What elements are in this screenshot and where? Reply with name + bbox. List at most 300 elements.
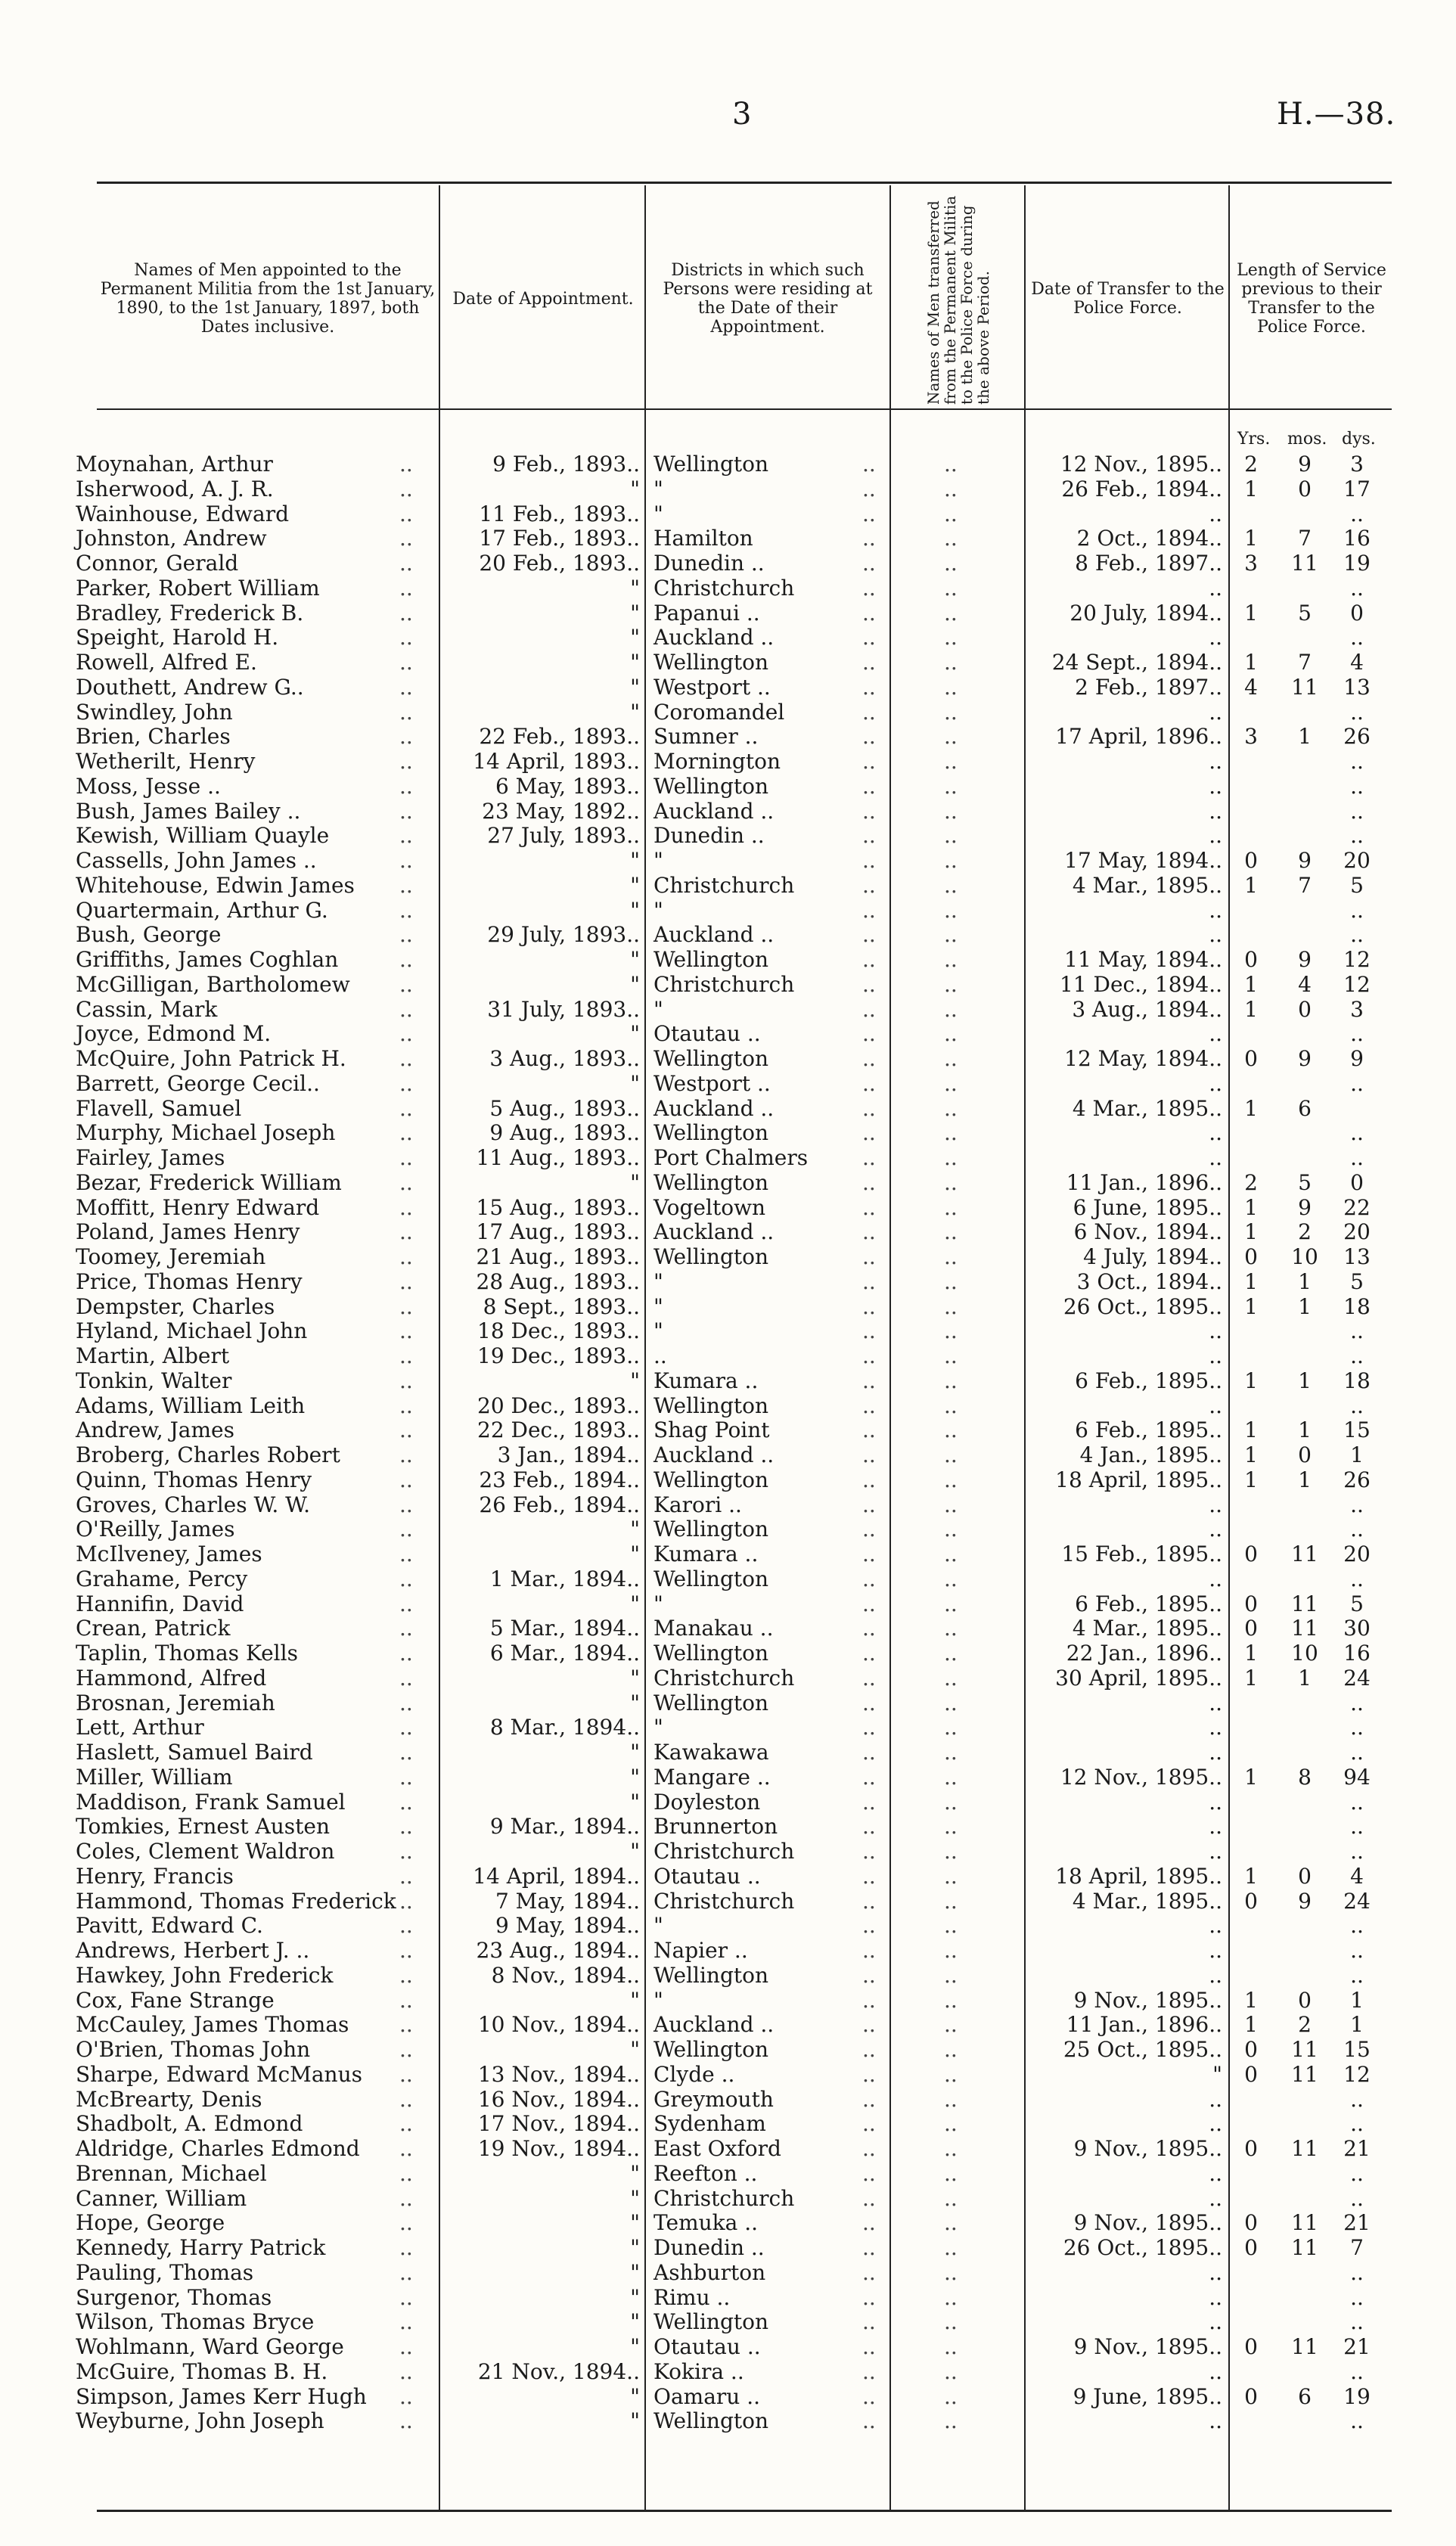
- man-name: Andrew, James: [76, 1417, 234, 1443]
- man-name: Connor, Gerald: [76, 551, 239, 576]
- leader-dots: ..: [862, 2259, 876, 2285]
- district: Sydenham: [653, 2111, 766, 2137]
- service-days: ..: [1350, 699, 1364, 725]
- man-name: Cassells, John James ..: [76, 848, 317, 873]
- leader-dots: ..: [399, 625, 413, 650]
- service-years: 0: [1244, 1616, 1258, 1641]
- leader-dots: ..: [399, 2259, 413, 2285]
- service-days: ..: [1350, 1517, 1364, 1542]
- service-years: 0: [1244, 1046, 1258, 1071]
- man-name: Poland, James Henry: [76, 1219, 300, 1245]
- leader-dots: ..: [862, 1839, 876, 1864]
- service-days: 22: [1343, 1194, 1371, 1220]
- leader-dots: ..: [862, 2012, 876, 2038]
- appointment-date: 6 Mar., 1894..: [489, 1641, 640, 1666]
- transfer-date: ..: [1209, 773, 1222, 799]
- appointment-date: 11 Feb., 1893..: [479, 501, 640, 526]
- district: Wellington: [653, 947, 769, 972]
- appointment-date: 20 Feb., 1893..: [479, 551, 640, 576]
- service-months: 11: [1291, 2210, 1318, 2236]
- appointment-date: ": [630, 971, 640, 997]
- district: Karori ..: [653, 1492, 742, 1517]
- appointment-date: ": [630, 1665, 640, 1691]
- table-row: [0, 650, 1456, 675]
- man-name: Murphy, Michael Joseph: [76, 1120, 336, 1146]
- service-days: 20: [1343, 1542, 1371, 1566]
- table-row: [0, 1790, 1456, 1815]
- district: Wellington: [653, 1962, 769, 1988]
- leader-dots: ..: [399, 1962, 413, 1988]
- transfer-date: 3 Oct., 1894..: [1076, 1268, 1222, 1294]
- appointment-date: 28 Aug., 1893..: [476, 1268, 640, 1294]
- service-months: 9: [1298, 947, 1312, 972]
- leader-dots: ..: [862, 1542, 876, 1566]
- appointment-date: 21 Aug., 1893..: [476, 1244, 640, 1269]
- table-row: [0, 502, 1456, 527]
- leader-dots: ..: [944, 476, 958, 501]
- service-years: 1: [1244, 1987, 1258, 2013]
- leader-dots: ..: [399, 749, 413, 774]
- district: Temuka ..: [653, 2210, 759, 2236]
- service-days: 3: [1350, 452, 1364, 477]
- district: Wellington: [653, 773, 769, 799]
- service-days: ..: [1350, 2259, 1364, 2285]
- service-days: ..: [1350, 1021, 1364, 1047]
- appointment-date: 23 Feb., 1894..: [479, 1467, 640, 1492]
- service-days: ..: [1350, 625, 1364, 650]
- district: Mornington: [653, 749, 781, 774]
- leader-dots: ..: [862, 1293, 876, 1319]
- table-row: [0, 1369, 1456, 1394]
- service-years: 4: [1244, 674, 1258, 700]
- district: Auckland ..: [653, 1219, 775, 1245]
- leader-dots: ..: [399, 674, 413, 700]
- man-name: Quartermain, Arthur G.: [76, 897, 328, 923]
- appointment-date: 9 May, 1894..: [495, 1913, 640, 1939]
- appointment-date: 29 July, 1893..: [487, 922, 640, 948]
- leader-dots: ..: [862, 1987, 876, 2013]
- leader-dots: ..: [944, 2012, 958, 2038]
- appointment-date: 19 Dec., 1893..: [477, 1343, 640, 1368]
- header-service-length: Length of Service previous to their Transfer to the Police Force.: [1237, 261, 1386, 337]
- service-years: 1: [1244, 1194, 1258, 1220]
- leader-dots: ..: [399, 947, 413, 972]
- leader-dots: ..: [862, 1863, 876, 1889]
- man-name: Brosnan, Jeremiah: [76, 1690, 275, 1715]
- table-row: [0, 899, 1456, 924]
- appointment-date: 3 Aug., 1893..: [489, 1046, 640, 1071]
- years-label: Yrs.: [1237, 430, 1271, 449]
- transfer-date: ..: [1209, 1962, 1222, 1988]
- transfer-date: ..: [1209, 1492, 1222, 1517]
- appointment-date: 21 Nov., 1894..: [477, 2358, 640, 2384]
- district: Christchurch: [653, 1888, 795, 1914]
- service-days: 12: [1343, 971, 1371, 997]
- appointment-date: ": [630, 2408, 640, 2434]
- header-transferred-text: Names of Men transferred from the Permanent Militia to the Police Force during the above Period.: [924, 195, 992, 405]
- service-years: 1: [1244, 1095, 1258, 1121]
- service-days: ..: [1350, 773, 1364, 799]
- leader-dots: ..: [944, 600, 958, 626]
- transfer-date: ..: [1209, 575, 1222, 601]
- leader-dots: ..: [862, 1368, 876, 1393]
- service-months: 11: [1291, 2136, 1318, 2161]
- leader-dots: ..: [399, 1913, 413, 1939]
- man-name: Wetherilt, Henry: [76, 749, 256, 774]
- service-months: 6: [1298, 2383, 1312, 2409]
- service-days: ..: [1350, 2284, 1364, 2310]
- service-years: 0: [1244, 2334, 1258, 2359]
- district: ": [653, 1913, 663, 1939]
- leader-dots: ..: [862, 674, 876, 700]
- service-years: 3: [1244, 551, 1258, 576]
- table-row: [0, 1344, 1456, 1369]
- district: ": [653, 501, 663, 526]
- district: Dunedin ..: [653, 823, 765, 849]
- district: Vogeltown: [653, 1194, 766, 1220]
- man-name: McGuire, Thomas B. H.: [76, 2358, 328, 2384]
- table-row: [0, 998, 1456, 1023]
- table-row: [0, 1691, 1456, 1716]
- leader-dots: ..: [399, 848, 413, 873]
- leader-dots: ..: [862, 1046, 876, 1071]
- service-months: 0: [1298, 476, 1312, 501]
- service-days: 13: [1343, 674, 1371, 700]
- service-years: 0: [1244, 848, 1258, 873]
- district: Auckland ..: [653, 2012, 775, 2038]
- man-name: Broberg, Charles Robert: [76, 1442, 340, 1467]
- leader-dots: ..: [944, 2136, 958, 2161]
- leader-dots: ..: [399, 2284, 413, 2310]
- leader-dots: ..: [399, 971, 413, 997]
- leader-dots: ..: [399, 897, 413, 923]
- man-name: Pauling, Thomas: [76, 2259, 254, 2285]
- service-days: ..: [1350, 1393, 1364, 1418]
- man-name: Simpson, James Kerr Hugh: [76, 2383, 367, 2409]
- district: Wellington: [653, 2037, 769, 2062]
- table-row: [0, 1245, 1456, 1270]
- leader-dots: ..: [862, 1095, 876, 1121]
- man-name: Wohlmann, Ward George: [76, 2334, 344, 2359]
- service-years: 1: [1244, 1417, 1258, 1443]
- table-row: [0, 1196, 1456, 1221]
- man-name: Pavitt, Edward C.: [76, 1913, 263, 1939]
- man-name: Tomkies, Ernest Austen: [76, 1814, 330, 1840]
- service-days: 1: [1350, 2012, 1364, 2038]
- leader-dots: ..: [862, 1169, 876, 1195]
- leader-dots: ..: [399, 1219, 413, 1245]
- service-days: 26: [1343, 1467, 1371, 1492]
- table-row: [0, 1022, 1456, 1047]
- appointment-date: ": [630, 2210, 640, 2236]
- leader-dots: ..: [399, 1046, 413, 1071]
- transfer-date: 9 Nov., 1895..: [1073, 2334, 1222, 2359]
- leader-dots: ..: [862, 2358, 876, 2384]
- header-names: Names of Men appointed to the Permanent Militia from the 1st January, 1890, to the 1st January, 1897, both Dates inclusive.: [100, 261, 436, 337]
- transfer-date: ..: [1209, 2111, 1222, 2137]
- transfer-date: 4 Jan., 1895..: [1079, 1442, 1222, 1467]
- leader-dots: ..: [944, 1169, 958, 1195]
- appointment-date: 8 Sept., 1893..: [483, 1293, 640, 1319]
- service-days: 20: [1343, 1219, 1371, 1245]
- service-months: 1: [1298, 724, 1312, 750]
- transfer-date: ..: [1209, 798, 1222, 824]
- service-days: ..: [1350, 1913, 1364, 1939]
- service-months: 7: [1298, 526, 1312, 551]
- transfer-date: ..: [1209, 1145, 1222, 1170]
- appointment-date: ": [630, 699, 640, 725]
- transfer-date: 25 Oct., 1895..: [1063, 2037, 1222, 2062]
- leader-dots: ..: [862, 2037, 876, 2062]
- leader-dots: ..: [944, 1219, 958, 1245]
- leader-dots: ..: [862, 1740, 876, 1765]
- man-name: Cassin, Mark: [76, 996, 218, 1022]
- service-months: 4: [1298, 971, 1312, 997]
- table-row: [0, 1146, 1456, 1171]
- man-name: Dempster, Charles: [76, 1293, 275, 1319]
- appointment-date: ": [630, 2309, 640, 2335]
- table-row: [0, 849, 1456, 874]
- table-row: [0, 775, 1456, 800]
- leader-dots: ..: [399, 798, 413, 824]
- man-name: McBrearty, Denis: [76, 2086, 262, 2112]
- transfer-date: 2 Feb., 1897..: [1075, 674, 1222, 700]
- leader-dots: ..: [862, 1492, 876, 1517]
- district: Christchurch: [653, 1665, 795, 1691]
- table-row: [0, 973, 1456, 998]
- table-row: [0, 1815, 1456, 1840]
- service-days: 1: [1350, 1442, 1364, 1467]
- leader-dots: ..: [944, 2185, 958, 2211]
- table-row: [0, 1914, 1456, 1939]
- appointment-date: ": [630, 1740, 640, 1765]
- appointment-date: ": [630, 848, 640, 873]
- leader-dots: ..: [399, 501, 413, 526]
- leader-dots: ..: [399, 1863, 413, 1889]
- service-days: 5: [1350, 1268, 1364, 1294]
- district: Westport ..: [653, 1070, 771, 1096]
- service-months: 11: [1291, 674, 1318, 700]
- table-row: [0, 1964, 1456, 1989]
- service-months: 7: [1298, 872, 1312, 898]
- leader-dots: ..: [862, 2334, 876, 2359]
- leader-dots: ..: [399, 2309, 413, 2335]
- service-years: 1: [1244, 1268, 1258, 1294]
- district: ": [653, 848, 663, 873]
- leader-dots: ..: [944, 1641, 958, 1666]
- transfer-date: 11 Dec., 1894..: [1060, 971, 1222, 997]
- transfer-date: 6 Feb., 1895..: [1075, 1417, 1222, 1443]
- transfer-date: ..: [1209, 1715, 1222, 1740]
- leader-dots: ..: [862, 823, 876, 849]
- table-row: [0, 626, 1456, 650]
- district: Napier ..: [653, 1938, 748, 1963]
- leader-dots: ..: [399, 1492, 413, 1517]
- man-name: Bezar, Frederick William: [76, 1169, 342, 1195]
- leader-dots: ..: [862, 1616, 876, 1641]
- service-years: 1: [1244, 971, 1258, 997]
- transfer-date: 26 Feb., 1894..: [1061, 476, 1222, 501]
- leader-dots: ..: [862, 575, 876, 601]
- appointment-date: 22 Feb., 1893..: [479, 724, 640, 750]
- district: Christchurch: [653, 575, 795, 601]
- appointment-date: 22 Dec., 1893..: [477, 1417, 640, 1443]
- table-row: [0, 2360, 1456, 2385]
- transfer-date: ": [1212, 2061, 1222, 2087]
- service-days: 7: [1350, 2235, 1364, 2260]
- man-name: Flavell, Samuel: [76, 1095, 242, 1121]
- transfer-date: 4 Mar., 1895..: [1072, 872, 1222, 898]
- leader-dots: ..: [862, 1070, 876, 1096]
- appointment-date: ": [630, 1591, 640, 1616]
- appointment-date: 5 Aug., 1893..: [489, 1095, 640, 1121]
- leader-dots: ..: [944, 1789, 958, 1815]
- man-name: Toomey, Jeremiah: [76, 1244, 266, 1269]
- appointment-date: 8 Nov., 1894..: [491, 1962, 640, 1988]
- service-days: ..: [1350, 1839, 1364, 1864]
- appointment-date: 8 Mar., 1894..: [489, 1715, 640, 1740]
- leader-dots: ..: [399, 699, 413, 725]
- leader-dots: ..: [399, 1145, 413, 1170]
- leader-dots: ..: [862, 897, 876, 923]
- transfer-date: 24 Sept., 1894..: [1051, 650, 1222, 675]
- service-years: 0: [1244, 2037, 1258, 2062]
- transfer-date: 9 Nov., 1895..: [1073, 2136, 1222, 2161]
- table-row: [0, 2211, 1456, 2236]
- transfer-date: 18 April, 1895..: [1055, 1467, 1222, 1492]
- man-name: Price, Thomas Henry: [76, 1268, 303, 1294]
- leader-dots: ..: [862, 1715, 876, 1740]
- table-row: [0, 2286, 1456, 2311]
- leader-dots: ..: [944, 971, 958, 997]
- service-days: ..: [1350, 2086, 1364, 2112]
- leader-dots: ..: [944, 526, 958, 551]
- service-days: ..: [1350, 2358, 1364, 2384]
- leader-dots: ..: [399, 1021, 413, 1047]
- leader-dots: ..: [862, 650, 876, 675]
- district: Christchurch: [653, 1839, 795, 1864]
- man-name: Coles, Clement Waldron: [76, 1839, 335, 1864]
- service-days: 5: [1350, 872, 1364, 898]
- service-years: 0: [1244, 947, 1258, 972]
- table-row: [0, 601, 1456, 626]
- transfer-date: 26 Oct., 1895..: [1063, 1293, 1222, 1319]
- service-days: 13: [1343, 1244, 1371, 1269]
- leader-dots: ..: [944, 1764, 958, 1790]
- leader-dots: ..: [399, 1888, 413, 1914]
- service-years: 1: [1244, 872, 1258, 898]
- service-months: 1: [1298, 1268, 1312, 1294]
- leader-dots: ..: [399, 2086, 413, 2112]
- district: Auckland ..: [653, 625, 775, 650]
- service-months: 5: [1298, 1169, 1312, 1195]
- leader-dots: ..: [944, 996, 958, 1022]
- man-name: Griffiths, James Coghlan: [76, 947, 339, 972]
- leader-dots: ..: [944, 1913, 958, 1939]
- leader-dots: ..: [862, 1566, 876, 1591]
- leader-dots: ..: [944, 1070, 958, 1096]
- header-transfer-date: Date of Transfer to the Police Force.: [1031, 280, 1225, 318]
- service-days: ..: [1350, 1492, 1364, 1517]
- leader-dots: ..: [399, 2012, 413, 2038]
- district: Wellington: [653, 1244, 769, 1269]
- transfer-date: 9 Nov., 1895..: [1073, 2210, 1222, 2236]
- transfer-date: ..: [1209, 2185, 1222, 2211]
- table-row: [0, 452, 1456, 477]
- district: Brunnerton: [653, 1814, 778, 1840]
- service-months: 11: [1291, 2334, 1318, 2359]
- service-months: 11: [1291, 1542, 1318, 1566]
- appointment-date: 17 Nov., 1894..: [477, 2111, 640, 2137]
- leader-dots: ..: [399, 1368, 413, 1393]
- appointment-date: 9 Mar., 1894..: [489, 1814, 640, 1840]
- appointment-date: 26 Feb., 1894..: [479, 1492, 640, 1517]
- leader-dots: ..: [944, 2235, 958, 2260]
- man-name: Hammond, Alfred: [76, 1665, 267, 1691]
- leader-dots: ..: [399, 1591, 413, 1616]
- appointment-date: ": [630, 650, 640, 675]
- service-days: 20: [1343, 848, 1371, 873]
- leader-dots: ..: [399, 2210, 413, 2236]
- table-row: [0, 1864, 1456, 1889]
- leader-dots: ..: [944, 1591, 958, 1616]
- appointment-date: ": [630, 1021, 640, 1047]
- table-row: [0, 700, 1456, 725]
- months-label: mos.: [1287, 430, 1327, 449]
- district: ": [653, 1987, 663, 2013]
- table-row: [0, 2310, 1456, 2335]
- service-days: ..: [1350, 922, 1364, 948]
- service-days: 30: [1343, 1616, 1371, 1641]
- service-days: ..: [1350, 1145, 1364, 1170]
- service-years: 1: [1244, 1442, 1258, 1467]
- leader-dots: ..: [862, 1442, 876, 1467]
- appointment-date: 23 Aug., 1894..: [476, 1938, 640, 1963]
- appointment-date: ": [630, 1169, 640, 1195]
- leader-dots: ..: [399, 1641, 413, 1666]
- service-years: 2: [1244, 1169, 1258, 1195]
- leader-dots: ..: [399, 600, 413, 626]
- district: ": [653, 897, 663, 923]
- service-days: ..: [1350, 1938, 1364, 1963]
- transfer-date: 12 Nov., 1895..: [1060, 1764, 1222, 1790]
- leader-dots: ..: [399, 1690, 413, 1715]
- transfer-date: 30 April, 1895..: [1055, 1665, 1222, 1691]
- service-days: ..: [1350, 1120, 1364, 1146]
- service-years: 1: [1244, 996, 1258, 1022]
- man-name: McQuire, John Patrick H.: [76, 1046, 346, 1071]
- leader-dots: ..: [862, 501, 876, 526]
- table-row: [0, 1592, 1456, 1617]
- district: ": [653, 1318, 663, 1344]
- table-row: [0, 800, 1456, 824]
- leader-dots: ..: [399, 1814, 413, 1840]
- leader-dots: ..: [862, 625, 876, 650]
- transfer-date: 11 May, 1894..: [1064, 947, 1222, 972]
- service-days: ..: [1350, 501, 1364, 526]
- appointment-date: ": [630, 2235, 640, 2260]
- leader-dots: ..: [399, 773, 413, 799]
- service-days: 0: [1350, 600, 1364, 626]
- district: Port Chalmers: [653, 1145, 809, 1170]
- leader-dots: ..: [862, 699, 876, 725]
- transfer-date: 9 June, 1895..: [1073, 2383, 1222, 2409]
- leader-dots: ..: [862, 452, 876, 477]
- leader-dots: ..: [944, 452, 958, 477]
- service-months: 7: [1298, 650, 1312, 675]
- leader-dots: ..: [944, 1492, 958, 1517]
- man-name: Douthett, Andrew G..: [76, 674, 304, 700]
